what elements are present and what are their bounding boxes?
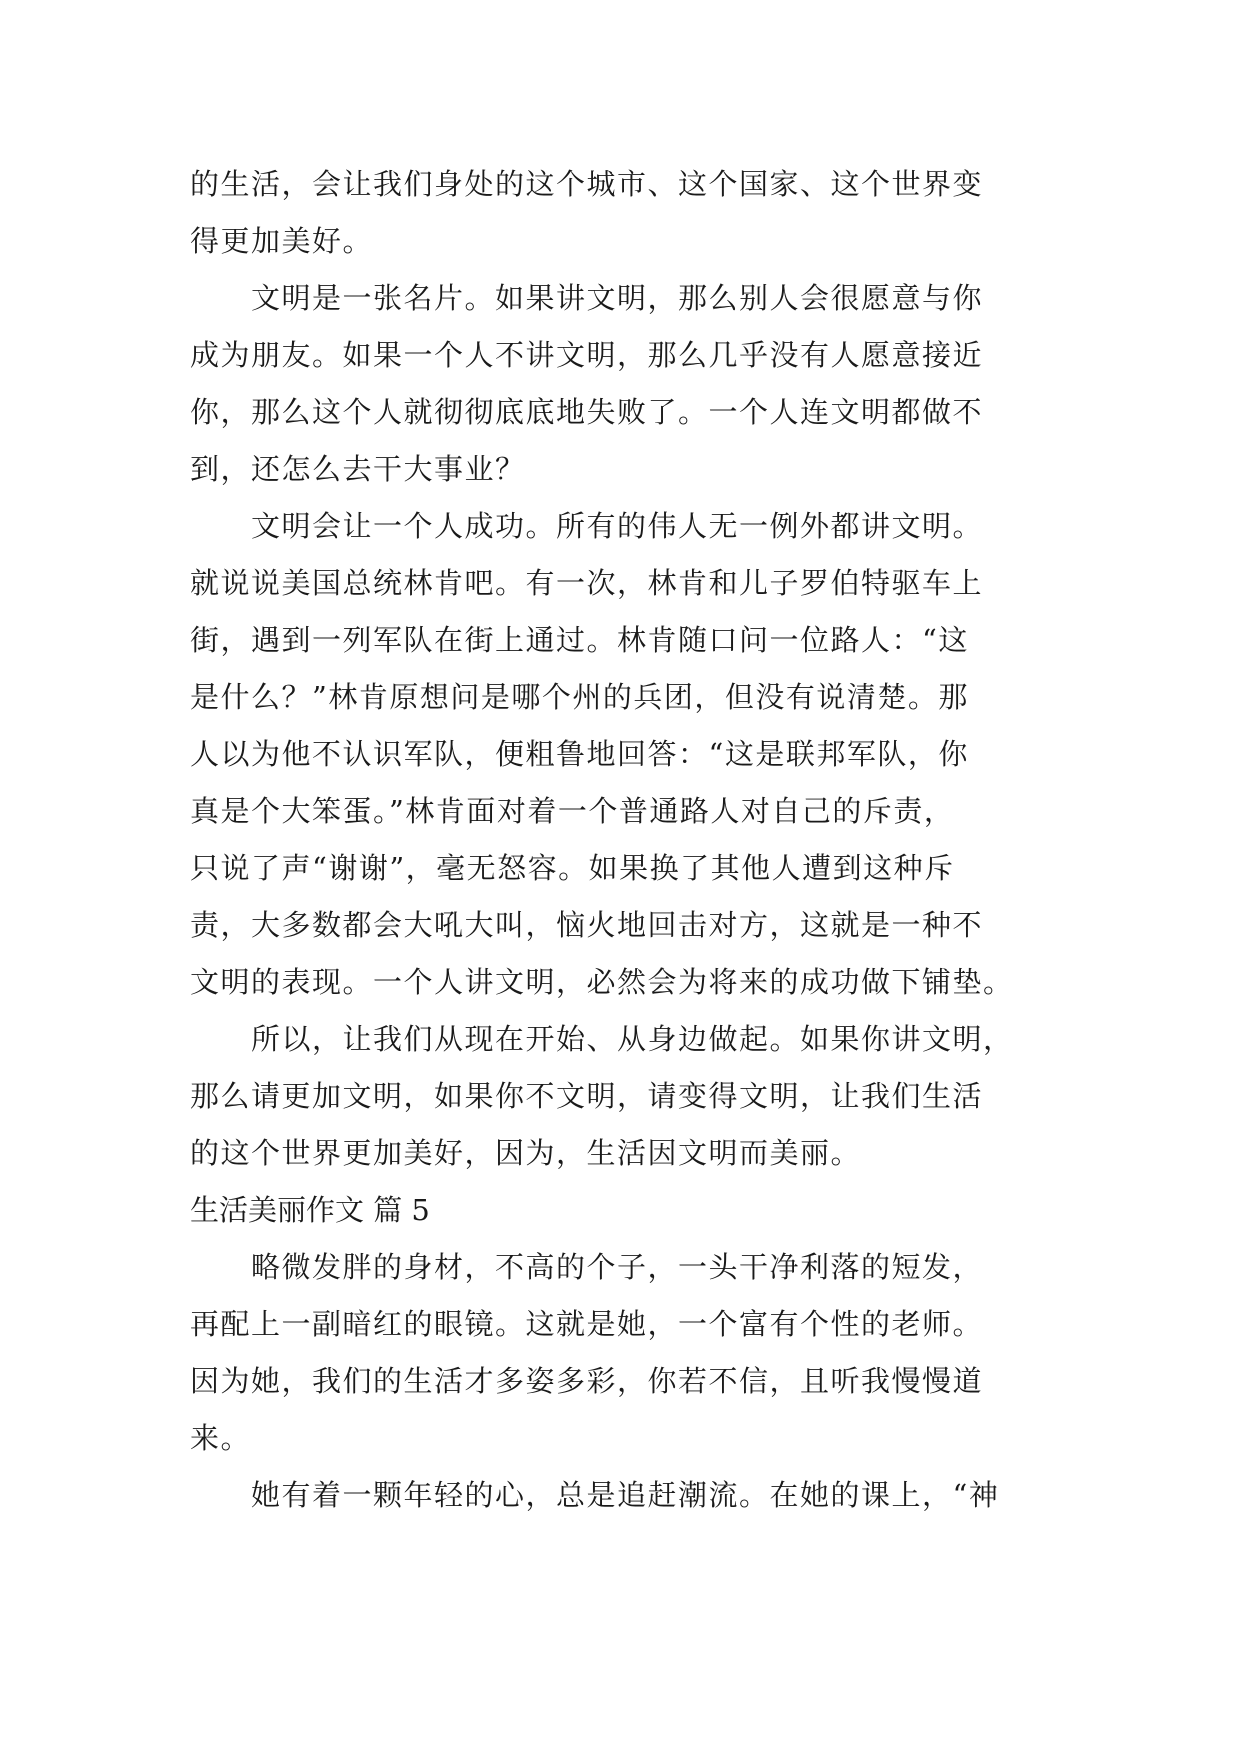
text-line: 得更加美好。	[190, 224, 374, 258]
section-heading	[190, 1182, 1070, 1239]
text-line: 所以，让我们从现在开始、从身边做起。如果你讲文明，	[190, 1022, 1014, 1056]
text-line: 真是个大笨蛋。”林肯面对着一个普通路人对自己的斥责，	[190, 794, 955, 828]
text-line: 她有着一颗年轻的心，总是追赶潮流。在她的课上，“神	[190, 1478, 1000, 1512]
paragraph	[190, 1011, 1070, 1182]
text-line: 只说了声“谢谢”，毫无怒容。如果换了其他人遭到这种斥	[190, 851, 955, 885]
text-line: 生活美丽作文 篇 5	[190, 1193, 430, 1227]
text-line: 的生活，会让我们身处的这个城市、这个国家、这个世界变	[190, 167, 984, 201]
text-line: 到，还怎么去干大事业？	[190, 452, 526, 486]
text-line: 再配上一副暗红的眼镜。这就是她，一个富有个性的老师。	[190, 1307, 984, 1341]
text-line: 文明是一张名片。如果讲文明，那么别人会很愿意与你	[190, 281, 984, 315]
text-line: 人以为他不认识军队，便粗鲁地回答：“这是联邦军队，你	[190, 737, 969, 771]
paragraph	[190, 270, 1070, 498]
text-line: 是什么？”林肯原想问是哪个州的兵团，但没有说清楚。那	[190, 680, 969, 714]
text-line: 文明的表现。一个人讲文明，必然会为将来的成功做下铺垫。	[190, 965, 1014, 999]
text-line: 成为朋友。如果一个人不讲文明，那么几乎没有人愿意接近	[190, 338, 984, 372]
text-line: 略微发胖的身材，不高的个子，一头干净利落的短发，	[190, 1250, 984, 1284]
paragraph	[190, 1239, 1070, 1467]
text-line: 文明会让一个人成功。所有的伟人无一例外都讲文明。	[190, 509, 984, 543]
essay-body	[190, 156, 1070, 1524]
text-line: 那么请更加文明，如果你不文明，请变得文明，让我们生活	[190, 1079, 984, 1113]
text-line: 的这个世界更加美好，因为，生活因文明而美丽。	[190, 1136, 862, 1170]
text-line: 街，遇到一列军队在街上通过。林肯随口问一位路人：“这	[190, 623, 969, 657]
text-line: 你，那么这个人就彻彻底底地失败了。一个人连文明都做不	[190, 395, 984, 429]
text-line: 就说说美国总统林肯吧。有一次，林肯和儿子罗伯特驱车上	[190, 566, 984, 600]
paragraph	[190, 498, 1070, 1011]
text-line: 来。	[190, 1421, 252, 1455]
text-line: 因为她，我们的生活才多姿多彩，你若不信，且听我慢慢道	[190, 1364, 984, 1398]
text-line: 责，大多数都会大吼大叫，恼火地回击对方，这就是一种不	[190, 908, 984, 942]
paragraph	[190, 156, 1070, 270]
paragraph	[190, 1467, 1070, 1524]
